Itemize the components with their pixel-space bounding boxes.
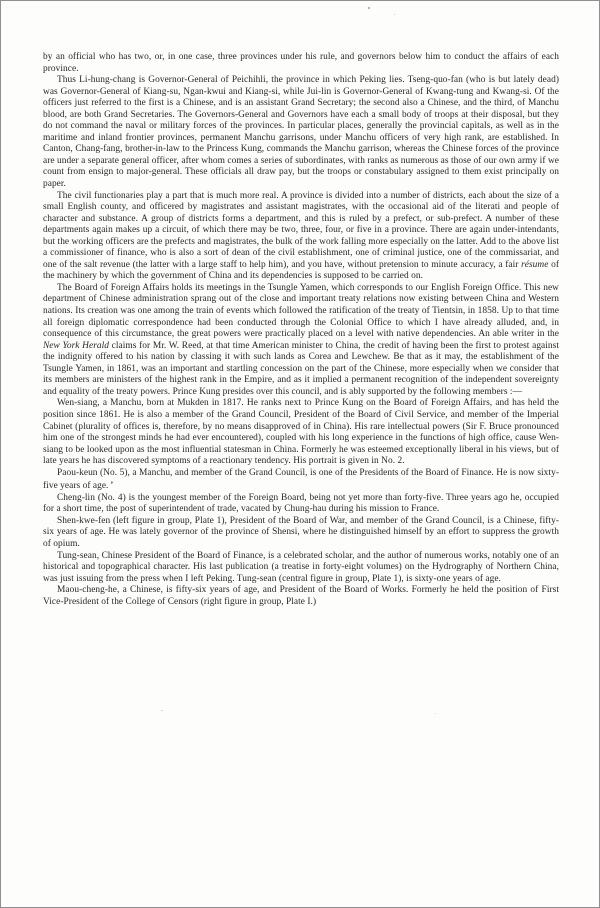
paragraph	[43, 283, 559, 398]
scan-speck	[161, 710, 163, 711]
text-segment: The civil functionaries play a part that is much more real. A province is divided into a number of districts, each about the size of a small English county, and officered by magistrates and assistant magistrates, with the occasional aid of the literati and people of character and substance. A group of districts forms a department, and this is ruled by a prefect, or sub-prefect. A number of these departments again makes up a circuit, of which there may be two, three, four, or five in a province. There are again under-intendants, but the working officers are the prefects and magistrates, the bulk of the work falling more especially on the latter. Add to the above list a commissioner of finance, who is also a sort of dean of the civil establishment, one of criminal justice, one of the commissariat, and one of the salt revenue (the latter with a large staff to help him), and you have, without pretension to minute accuracy, a fair	[43, 190, 559, 270]
italic-text: résume	[521, 259, 549, 270]
text-segment: Tung-sean, Chinese President of the Board of Finance, is a celebrated scholar, and the author of numerous works, notably one of an historical and topographical character. His last publication (a treatise in forty-eight volumes) on the Hydrography of Northern China, was just issuing from the press when I left Peking. Tung-sean (central figure in group, Plate 1), is sixty-one years of age.	[43, 550, 559, 584]
paragraph	[43, 585, 559, 608]
paragraph	[43, 75, 559, 190]
text-segment: Thus Li-hung-chang is Governor-General of Peichihli, the province in which Peking lies. Tseng-quo-fan (who is but lately dead) was Governor-General of Kiang-su, Ngan-kwui and Kiang-si, while Jui-lin is Governor-General of Kwang-tung and Kwang-si. Of the officers just referred to the first is a Chinese, and is an assistant Grand Secretary; the second also a Chinese, and the third, of Manchu blood, are both Grand Secretaries. The Governors-General and Governors have each a small body of troops at their disposal, but they do not command the naval or military forces of the provinces. In particular places, generally the provincial capitals, as well as in the maritime and inland frontier provinces, permanent Manchu garrisons, under Manchu officers of very high rank, are established. In Canton, Chang-fang, brother-in-law to the Princess Kung, commands the Manchu garrison, whereas the Chinese forces of the province are under a separate general officer, after whom comes a series of subordinates, with ranks as numerous as those of our own army if we count from ensign to major-general. These officials all draw pay, but the troops or constabulary assigned to them exist principally on paper.	[43, 75, 559, 190]
text-segment: Maou-cheng-he, a Chinese, is fifty-six years of age, and President of the Board of Works. Formerly he held the position of First Vice-President of the College of Censors (right figure in group, Plate I.)	[43, 585, 559, 607]
text-segment: Cheng-lin (No. 4) is the youngest member of the Foreign Board, being not yet more than forty-five. Three years ago he, occupied for a short time, the post of superintendent of trade, vacated by Chung-hau during his mission to France.	[43, 492, 559, 515]
scan-speck	[368, 7, 370, 9]
text-segment: The Board of Foreign Affairs holds its meetings in the Tsungle Yamen, which corresponds to our English Foreign Office. This new department of Chinese administration sprang out of the close and important treaty relations now existing between China and Western nations. Its creation was one among the train of events which followed the ratification of the treaty of Tientsin, in 1858. Up to that time all foreign diplomatic correspondence had been conducted through the Colonial Office to which I have already alluded, and, in consequence of this circumstance, the great powers were practically placed on a level with native dependencies. An able writer in the	[43, 282, 559, 340]
text-segment: Wen-siang, a Manchu, born at Mukden in 1817. He ranks next to Prince Kung on the Board of Foreign Affairs, and has held the position since 1861. He is also a member of the Grand Council, President of the Board of Civil Service, and member of the Imperial Cabinet (plurality of offices is, therefore, by no means disapproved of in China). His rare intellectual powers (Sir F. Bruce pronounced him one of the strongest minds he had ever encountered), coupled with his long experience in the functions of high office, cause Wen-siang to be looked upon as the most influential statesman in China. Formerly he was esteemed exceptionally liberal in his views, but of late years he has discovered symptoms of a reactionary tendency. His portrait is given in No. 2.	[43, 398, 559, 467]
text-segment: Shen-kwe-fen (left figure in group, Plate 1), President of the Board of War, and member of the Grand Council, is a Chinese, fifty-six years of age. He was lately governor of the province of Shensi, where he distinguished himself by an effort to suppress the growth of opium.	[43, 515, 559, 549]
scan-speck	[435, 713, 436, 714]
paragraph	[43, 52, 559, 75]
text-segment: claims for Mr. W. Reed, at that time American minister to China, the credit of having been the first to protest against the indignity offered to his nation by classing it with such lands as Corea and Lewchew. Be that as it may, the establishment of the Tsungle Yamen, in 1861, was an important and startling concession on the part of the Chinese, more especially when we consider that its members are ministers of the highest rank in the Empire, and as it implied a permanent recognition of the independent sovereignty and equality of the treaty powers. Prince Kung presides over this council, and is ably supported by the following members :—	[43, 340, 560, 397]
text-segment: Paou-keun (No. 5), a Manchu, and member of the Grand Council, is one of the Presidents of the Board of Finance. He is now sixty-five years of age.	[43, 467, 559, 492]
paragraph	[43, 191, 559, 283]
scan-speck	[394, 14, 395, 15]
paragraph	[43, 468, 559, 493]
paragraph	[43, 493, 559, 516]
paragraph	[43, 398, 559, 467]
page-text-block	[43, 52, 559, 608]
italic-text: New York Herald	[43, 340, 110, 351]
stray-ink-mark: ʼ	[108, 480, 114, 490]
text-segment: by an official who has two, or, in one case, three provinces under his rule, and governors below him to conduct the affairs of each province.	[43, 52, 559, 74]
paragraph	[43, 551, 559, 586]
text-segment: of the machinery by which the government of China and its dependencies is supposed to be carried on.	[43, 259, 559, 282]
paragraph	[43, 516, 559, 551]
